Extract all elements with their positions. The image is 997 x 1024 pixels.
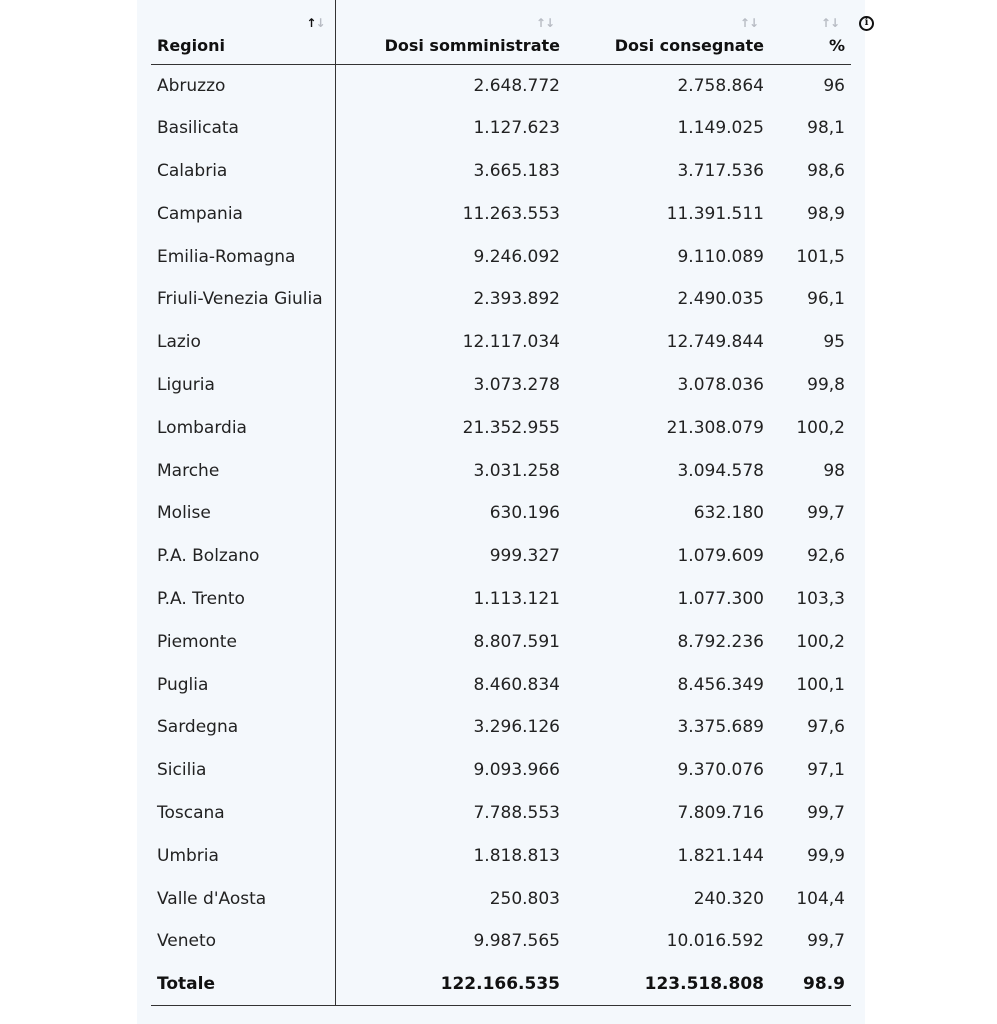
percent-cell: 104,4 xyxy=(796,888,845,909)
delivered-cell: 11.391.511 xyxy=(666,203,764,224)
delivered-cell: 2.490.035 xyxy=(677,289,764,310)
column-header-label: % xyxy=(828,35,845,55)
delivered-cell: 21.308.079 xyxy=(666,417,764,438)
delivered-cell: 2.758.864 xyxy=(677,75,764,96)
table-row xyxy=(151,107,851,150)
administered-cell: 9.246.092 xyxy=(473,246,560,267)
administered-cell: 12.117.034 xyxy=(462,332,560,353)
administered-cell: 11.263.553 xyxy=(462,203,560,224)
administered-cell: 2.393.892 xyxy=(473,289,560,310)
sort-arrows-icon[interactable]: ↑↓ xyxy=(306,16,325,30)
region-cell: Liguria xyxy=(151,364,335,407)
delivered-cell: 10.016.592 xyxy=(666,931,764,952)
table-row xyxy=(151,321,851,364)
percent-cell: 100,2 xyxy=(796,417,845,438)
administered-cell: 1.127.623 xyxy=(473,118,560,139)
sort-arrows-icon[interactable]: ↑↓ xyxy=(535,16,554,30)
administered-cell: 3.296.126 xyxy=(473,717,560,738)
table-row xyxy=(151,792,851,835)
delivered-cell: 9.110.089 xyxy=(677,246,764,267)
administered-cell: 250.803 xyxy=(489,888,560,909)
percent-cell: 99,8 xyxy=(807,374,845,395)
total-delivered: 123.518.808 xyxy=(566,963,770,1006)
percent-cell: 99,7 xyxy=(807,931,845,952)
percent-cell: 97,1 xyxy=(807,760,845,781)
delivered-cell: 3.078.036 xyxy=(677,374,764,395)
table-row xyxy=(151,492,851,535)
percent-cell: 101,5 xyxy=(796,246,845,267)
total-label: Totale xyxy=(151,963,335,1006)
delivered-cell: 3.375.689 xyxy=(677,717,764,738)
region-cell: Marche xyxy=(151,449,335,492)
table-total-row xyxy=(151,963,851,1006)
percent-cell: 95 xyxy=(823,332,845,353)
table-row xyxy=(151,706,851,749)
region-cell: Valle d'Aosta xyxy=(151,877,335,920)
administered-cell: 3.073.278 xyxy=(473,374,560,395)
delivered-cell: 12.749.844 xyxy=(666,332,764,353)
region-cell: P.A. Bolzano xyxy=(151,535,335,578)
region-cell: Campania xyxy=(151,192,335,235)
region-cell: Sardegna xyxy=(151,706,335,749)
table-row xyxy=(151,620,851,663)
percent-cell: 100,2 xyxy=(796,631,845,652)
table-row xyxy=(151,150,851,193)
percent-cell: 98,9 xyxy=(807,203,845,224)
delivered-cell: 3.717.536 xyxy=(677,160,764,181)
delivered-cell: 1.077.300 xyxy=(677,588,764,609)
region-cell: Lazio xyxy=(151,321,335,364)
table-row xyxy=(151,364,851,407)
percent-cell: 99,9 xyxy=(807,845,845,866)
region-cell: Calabria xyxy=(151,150,335,193)
table-row xyxy=(151,192,851,235)
table-row xyxy=(151,64,851,107)
percent-cell: 98,6 xyxy=(807,160,845,181)
percent-cell: 100,1 xyxy=(796,674,845,695)
delivered-cell: 1.821.144 xyxy=(677,845,764,866)
percent-cell: 97,6 xyxy=(807,717,845,738)
administered-cell: 8.807.591 xyxy=(473,631,560,652)
table-row xyxy=(151,834,851,877)
administered-cell: 1.818.813 xyxy=(473,845,560,866)
table-row xyxy=(151,535,851,578)
region-cell: Abruzzo xyxy=(151,64,335,107)
region-cell: Lombardia xyxy=(151,406,335,449)
region-cell: Friuli-Venezia Giulia xyxy=(151,278,335,321)
administered-cell: 3.031.258 xyxy=(473,460,560,481)
delivered-cell: 8.456.349 xyxy=(677,674,764,695)
total-administered: 122.166.535 xyxy=(335,963,566,1006)
column-header-label: Dosi consegnate xyxy=(614,35,764,55)
table-row xyxy=(151,278,851,321)
percent-cell: 98 xyxy=(823,460,845,481)
percent-cell: 92,6 xyxy=(807,546,845,567)
column-header-dosi-consegnate[interactable] xyxy=(566,0,770,64)
administered-cell: 21.352.955 xyxy=(462,417,560,438)
sort-arrows-icon[interactable]: ↑↓ xyxy=(820,16,839,30)
region-cell: Veneto xyxy=(151,920,335,963)
region-cell: P.A. Trento xyxy=(151,578,335,621)
administered-cell: 9.987.565 xyxy=(473,931,560,952)
region-cell: Sicilia xyxy=(151,749,335,792)
administered-cell: 8.460.834 xyxy=(473,674,560,695)
column-header-label: Regioni xyxy=(157,35,225,55)
region-cell: Basilicata xyxy=(151,107,335,150)
table-header-row xyxy=(151,0,851,64)
delivered-cell: 1.149.025 xyxy=(677,118,764,139)
column-header-regioni[interactable] xyxy=(151,0,335,64)
table-row xyxy=(151,235,851,278)
percent-cell: 99,7 xyxy=(807,503,845,524)
percent-cell: 96,1 xyxy=(807,289,845,310)
sort-arrows-icon[interactable]: ↑↓ xyxy=(739,16,758,30)
delivered-cell: 1.079.609 xyxy=(677,546,764,567)
vaccine-doses-table xyxy=(151,0,851,1006)
region-cell: Molise xyxy=(151,492,335,535)
info-icon[interactable]: i xyxy=(859,16,874,31)
administered-cell: 2.648.772 xyxy=(473,75,560,96)
administered-cell: 1.113.121 xyxy=(473,588,560,609)
percent-cell: 99,7 xyxy=(807,802,845,823)
administered-cell: 999.327 xyxy=(489,546,560,567)
percent-cell: 103,3 xyxy=(796,588,845,609)
delivered-cell: 7.809.716 xyxy=(677,802,764,823)
delivered-cell: 9.370.076 xyxy=(677,760,764,781)
column-header-label: Dosi somministrate xyxy=(384,35,560,55)
table-row xyxy=(151,663,851,706)
region-cell: Emilia-Romagna xyxy=(151,235,335,278)
administered-cell: 630.196 xyxy=(489,503,560,524)
column-header-percent[interactable] xyxy=(770,0,851,64)
administered-cell: 3.665.183 xyxy=(473,160,560,181)
table-row xyxy=(151,578,851,621)
table-row xyxy=(151,749,851,792)
table-row xyxy=(151,877,851,920)
table-row xyxy=(151,406,851,449)
table-row xyxy=(151,449,851,492)
delivered-cell: 3.094.578 xyxy=(677,460,764,481)
delivered-cell: 8.792.236 xyxy=(677,631,764,652)
administered-cell: 9.093.966 xyxy=(473,760,560,781)
total-percent: 98.9 xyxy=(770,963,851,1006)
column-header-dosi-somministrate[interactable] xyxy=(335,0,566,64)
percent-cell: 98,1 xyxy=(807,118,845,139)
table-row xyxy=(151,920,851,963)
region-cell: Toscana xyxy=(151,792,335,835)
percent-cell: 96 xyxy=(823,75,845,96)
administered-cell: 7.788.553 xyxy=(473,802,560,823)
region-cell: Puglia xyxy=(151,663,335,706)
delivered-cell: 240.320 xyxy=(693,888,764,909)
delivered-cell: 632.180 xyxy=(693,503,764,524)
region-cell: Umbria xyxy=(151,834,335,877)
region-cell: Piemonte xyxy=(151,620,335,663)
